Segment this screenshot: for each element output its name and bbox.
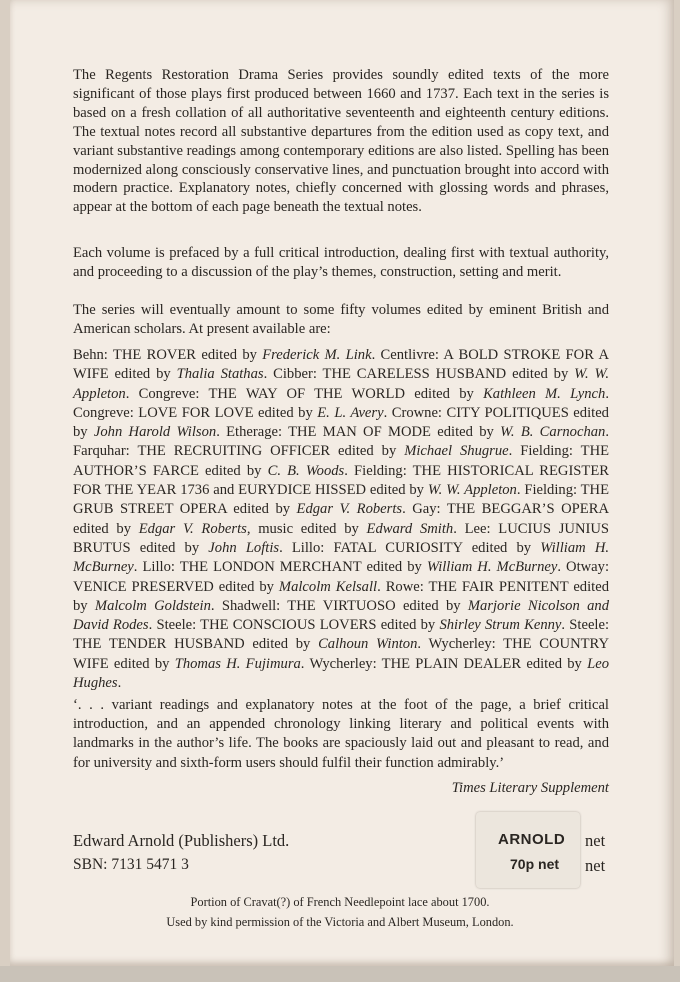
entry-editor: W. W. Appleton	[427, 482, 517, 499]
entry-title: THE CARELESS HUSBAND edited by	[322, 366, 575, 383]
entry-editor: Thomas H. Fujimura	[174, 655, 301, 672]
entry-title: THE GRUB STREET OPERA edited by	[73, 482, 610, 518]
entry-author: Wycherley:	[309, 655, 382, 672]
net-label: net	[585, 856, 606, 875]
series-description: The Regents Restoration Drama Series provides soundly edited texts of the more significant of those plays first produced between 1660 and 1737. Each text in the series is based on a fresh collation of all authoritative seventeenth and eighteenth century editions. The textual notes record all substantive departures from the edition used as copy text, and variant substantive readings among contemporary editions are also listed. Spelling has been modernized along consciously conservative lines, and punctuation brought into accord with modern practice. Explanatory notes, chiefly concerned with glossing words and phrases, appear at the bottom of each page beneath the textual notes.	[73, 67, 609, 216]
entry-author: Behn:	[73, 347, 113, 363]
entry-editor: William H. McBurney	[426, 559, 558, 576]
title-entry: Shadwell: THE VIRTUOSO edited by Marjorie Nicolson and David Rodes.	[73, 597, 609, 634]
entry-title: LUCIUS JUNIUS BRUTUS edited by	[73, 520, 609, 556]
entry-author: Otway:	[566, 559, 609, 576]
entry-editor: Marjorie Nicolson and David Rodes	[73, 597, 609, 634]
entry-author: Congreve:	[73, 404, 139, 421]
entry-editor: John Loftis	[208, 539, 280, 556]
title-entry: Congreve: THE WAY OF THE WORLD edited by Kathleen M. Lynch.	[138, 385, 609, 402]
entry-title: THE COUNTRY WIFE edited by	[73, 636, 609, 672]
entry-author: Wycherley:	[428, 636, 504, 653]
title-entry: Wycherley: THE PLAIN DEALER edited by Leo Hughes.	[73, 655, 610, 692]
title-entry: Rowe: THE FAIR PENITENT edited by Malcolm Goldstein.	[73, 578, 609, 614]
entry-title: CITY POLITIQUES edited by	[73, 404, 609, 441]
entry-editor: Thalia Stathas	[176, 366, 264, 383]
entry-author: Etherage:	[226, 424, 289, 441]
entry-author: Rowe:	[385, 578, 429, 595]
entry-title: THE BEGGAR’S OPERA edited by	[73, 501, 609, 537]
available-titles-list	[73, 346, 609, 693]
entry-editor: Calhoun Winton	[318, 636, 418, 653]
cover-caption-line-2: Used by kind permission of the Victoria and Albert Museum, London.	[166, 915, 514, 929]
entry-author: Congreve:	[138, 385, 209, 402]
entry-editor: Shirley Strum Kenny	[439, 617, 562, 634]
entry-title: THE RECRUITING OFFICER edited by	[137, 443, 405, 460]
title-entry: Farquhar: THE RECRUITING OFFICER edited by Michael Shugrue.	[73, 443, 521, 460]
title-entry: Behn: THE ROVER edited by Frederick M. Link.	[73, 347, 381, 363]
title-entry: Fielding: THE HISTORICAL REGISTER FOR THE YEAR 1736 and EURYDICE HISSED edited by W. W. Appleton.	[73, 462, 609, 499]
price-sticker	[476, 812, 580, 888]
title-entry: Lillo: THE LONDON MERCHANT edited by William H. McBurney.	[142, 559, 567, 576]
entry-editor: W. W. Appleton	[73, 366, 609, 402]
review-quote: ‘. . . variant readings and explanatory notes at the foot of the page, a brief critical introduction, and an appended chronology linking literary and political events with landmarks in the author’s life. The books are spaciously laid out and pleasant to read, and for university and sixth-form users should fulfil their function admirably.’	[73, 697, 609, 771]
entry-title: THE ROVER edited by	[112, 347, 263, 363]
cover-caption-line-1: Portion of Cravat(?) of French Needlepoint lace about 1700.	[190, 895, 490, 909]
entry-author: Cibber:	[273, 366, 323, 383]
title-entry: Steele: THE TENDER HUSBAND edited by Calhoun Winton.	[73, 617, 610, 653]
entry-author: Steele:	[569, 617, 610, 634]
net-label: net	[585, 831, 606, 850]
title-entry: Centlivre: A BOLD STROKE FOR A WIFE edited by Thalia Stathas.	[73, 347, 609, 383]
title-entry: Cibber: THE CARELESS HUSBAND edited by W. W. Appleton.	[73, 366, 609, 402]
quote-source: Times Literary Supplement	[451, 780, 609, 796]
sticker-price: 70p net	[510, 856, 560, 872]
entry-title: THE VIRTUOSO edited by	[287, 597, 468, 614]
entry-author: Lillo:	[291, 539, 334, 556]
entry-title: THE WAY OF THE WORLD edited by	[208, 385, 484, 402]
title-entry: Steele: THE CONSCIOUS LOVERS edited by Shirley Strum Kenny.	[156, 617, 570, 634]
title-entry: Lillo: FATAL CURIOSITY edited by William H. McBurney.	[73, 539, 610, 576]
introduction-description: Each volume is prefaced by a full critical introduction, dealing first with textual authority, and proceeding to a discussion of the play’s themes, construction, setting and merit.	[73, 245, 609, 280]
title-entry: Otway: VENICE PRESERVED edited by Malcolm Kelsall.	[73, 559, 609, 595]
entry-editor: C. B. Woods	[267, 462, 345, 479]
title-entry: Etherage: THE MAN OF MODE edited by W. B. Carnochan.	[226, 424, 610, 441]
title-entry: Fielding: THE GRUB STREET OPERA edited by Edgar V. Roberts.	[73, 482, 610, 518]
entry-editor: Michael Shugrue	[404, 443, 509, 460]
sticker-brand: ARNOLD	[498, 831, 566, 848]
title-entry: Fielding: THE AUTHOR’S FARCE edited by C. B. Woods.	[73, 443, 610, 479]
entry-author: Fielding:	[520, 443, 581, 460]
entry-extra: , music edited by	[246, 520, 367, 537]
title-entry: Lee: LUCIUS JUNIUS BRUTUS edited by John Loftis.	[73, 520, 609, 556]
entry-author: Steele:	[156, 617, 201, 634]
entry-editor: Leo Hughes	[73, 655, 610, 692]
entry-editor: William H. McBurney	[73, 539, 610, 576]
entry-author: Centlivre:	[380, 347, 444, 363]
entry-title: THE FAIR PENITENT edited by	[73, 578, 609, 614]
publisher-name: Edward Arnold (Publishers) Ltd.	[73, 831, 290, 850]
title-entry: Crowne: CITY POLITIQUES edited by John Harold Wilson.	[73, 404, 609, 441]
entry-editor: John Harold Wilson	[93, 424, 217, 441]
title-entry: Wycherley: THE COUNTRY WIFE edited by Thomas H. Fujimura.	[73, 636, 609, 672]
entry-author: Lee:	[464, 520, 499, 537]
entry-author: Crowne:	[391, 404, 447, 421]
entry-title: THE MAN OF MODE edited by	[288, 424, 501, 441]
entry-editor: Edgar V. Roberts	[138, 520, 247, 537]
entry-author: Farquhar:	[73, 443, 138, 460]
entry-title: LOVE FOR LOVE edited by	[138, 404, 318, 421]
entry-author: Gay:	[412, 501, 447, 518]
entry-title: FATAL CURIOSITY edited by	[333, 539, 541, 556]
entry-editor: W. B. Carnochan	[500, 424, 606, 441]
entry-title: THE LONDON MERCHANT edited by	[179, 559, 427, 576]
series-scope: The series will eventually amount to some fifty volumes edited by eminent British and American scholars. At present available are:	[73, 302, 609, 337]
entry-author: Fielding:	[524, 482, 581, 499]
entry-editor: Malcolm Kelsall	[278, 578, 378, 595]
entry-title: THE HISTORICAL REGISTER FOR THE YEAR 1736 and EURYDICE HISSED edited by	[73, 462, 609, 499]
entry-author: Shadwell:	[221, 597, 288, 614]
entry-extra-editor: Edward Smith	[366, 520, 454, 537]
entry-title: THE TENDER HUSBAND edited by	[73, 636, 319, 653]
entry-title: THE CONSCIOUS LOVERS edited by	[200, 617, 440, 634]
title-entry: Congreve: LOVE FOR LOVE edited by E. L. Avery.	[73, 404, 392, 421]
sbn-number: SBN: 7131 5471 3	[73, 856, 189, 873]
entry-editor: Edgar V. Roberts	[296, 501, 403, 518]
entry-editor: Frederick M. Link	[262, 347, 372, 363]
entry-author: Fielding:	[354, 462, 413, 479]
entry-editor: Kathleen M. Lynch	[483, 385, 606, 402]
entry-title: VENICE PRESERVED edited by	[73, 578, 279, 595]
entry-title: A BOLD STROKE FOR A WIFE edited by	[73, 347, 609, 383]
title-entry: Gay: THE BEGGAR’S OPERA edited by Edgar V. Roberts, music edited by Edward Smith.	[73, 501, 609, 537]
entry-editor: Malcolm Goldstein	[94, 597, 211, 614]
cover-edge	[0, 966, 680, 982]
entry-title: THE AUTHOR’S FARCE edited by	[73, 443, 610, 479]
entry-editor: E. L. Avery	[317, 404, 384, 421]
entry-title: THE PLAIN DEALER edited by	[381, 655, 588, 672]
entry-author: Lillo:	[142, 559, 180, 576]
